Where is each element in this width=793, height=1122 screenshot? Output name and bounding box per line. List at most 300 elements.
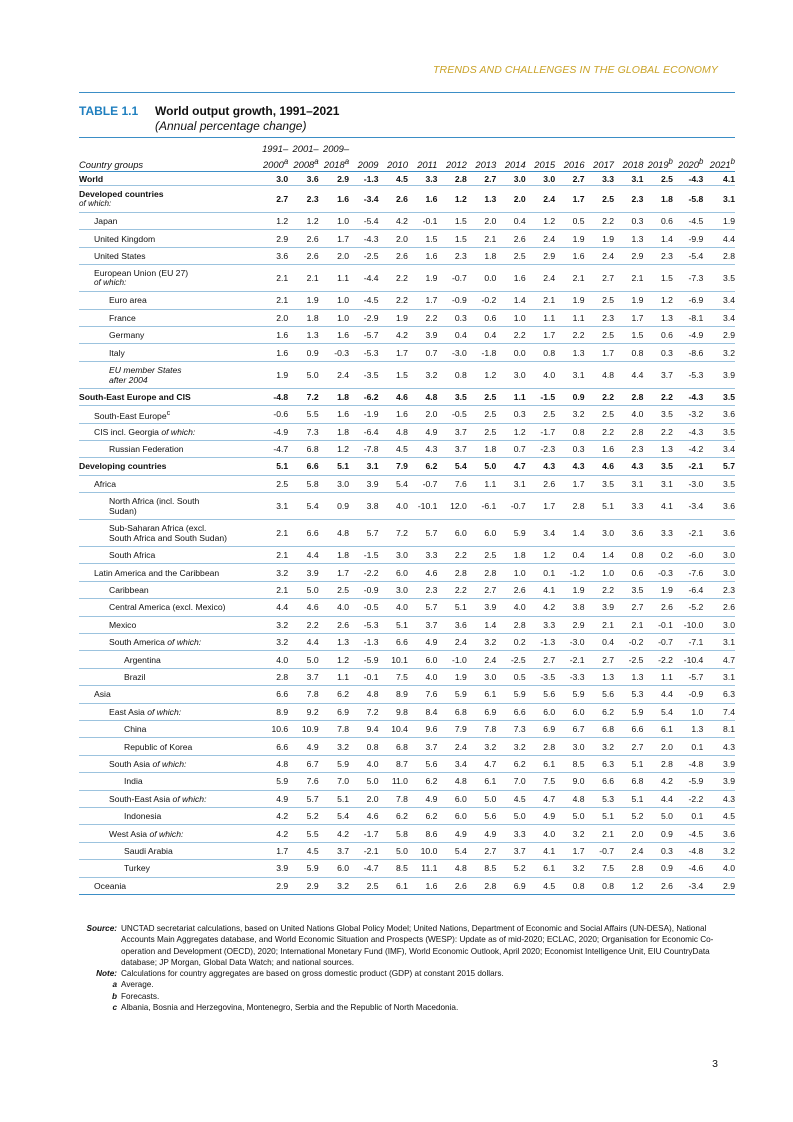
value-cell: -3.0 xyxy=(555,634,584,651)
value-cell: -3.5 xyxy=(526,668,555,685)
table-row xyxy=(79,247,735,264)
value-cell: 0.5 xyxy=(496,668,525,685)
value-cell: 2.2 xyxy=(496,326,525,343)
row-label xyxy=(79,651,258,668)
row-name: Latin America and the Caribbean xyxy=(94,567,220,578)
row-name: France xyxy=(109,312,136,323)
row-label xyxy=(79,755,258,772)
value-cell: 4.5 xyxy=(526,877,555,894)
value-cell: 3.0 xyxy=(496,172,525,186)
value-cell: 1.8 xyxy=(319,388,349,405)
value-cell: 3.4 xyxy=(526,520,555,547)
value-cell: 5.2 xyxy=(614,807,643,824)
value-cell: -0.1 xyxy=(408,213,437,230)
table-row xyxy=(79,388,735,405)
value-cell: 3.1 xyxy=(555,361,584,388)
value-cell: 6.2 xyxy=(379,807,408,824)
value-cell: 3.5 xyxy=(703,475,735,492)
value-cell: 7.8 xyxy=(379,790,408,807)
value-cell: 1.9 xyxy=(288,292,318,309)
value-cell: -4.2 xyxy=(673,440,703,457)
value-cell: 5.2 xyxy=(288,807,318,824)
value-cell: 5.4 xyxy=(379,475,408,492)
table-row xyxy=(79,755,735,772)
value-cell: 8.6 xyxy=(408,825,437,842)
row-name: European Union (EU 27) xyxy=(94,268,189,279)
value-cell: 0.0 xyxy=(496,344,525,361)
row-name: Central America (excl. Mexico) xyxy=(109,602,226,613)
value-cell: 2.9 xyxy=(319,172,349,186)
value-cell: 7.0 xyxy=(496,773,525,790)
value-cell: 2.5 xyxy=(585,292,614,309)
value-cell: 3.9 xyxy=(408,326,437,343)
value-cell: -0.2 xyxy=(614,634,643,651)
note-label: Note: xyxy=(96,969,117,979)
value-cell: -2.5 xyxy=(614,651,643,668)
value-cell: 2.6 xyxy=(643,877,672,894)
value-cell: 9.8 xyxy=(379,703,408,720)
footnote-b xyxy=(79,991,739,1002)
row-label xyxy=(79,213,258,230)
header-row-periods xyxy=(79,142,735,154)
value-cell: 6.3 xyxy=(703,686,735,703)
value-cell: 1.6 xyxy=(319,186,349,213)
value-cell: 3.3 xyxy=(526,616,555,633)
value-cell: 4.7 xyxy=(703,651,735,668)
header-blank xyxy=(467,142,496,154)
value-cell: -0.7 xyxy=(408,475,437,492)
value-cell: -6.9 xyxy=(673,292,703,309)
value-cell: 2.4 xyxy=(526,186,555,213)
value-cell: 6.6 xyxy=(258,686,288,703)
value-cell: 2.2 xyxy=(643,423,672,440)
column-year: 2009 xyxy=(357,159,379,170)
value-cell: 4.0 xyxy=(496,599,525,616)
value-cell: 1.5 xyxy=(437,213,466,230)
table-row xyxy=(79,406,735,423)
value-cell: 2.2 xyxy=(379,292,408,309)
value-cell: 4.0 xyxy=(379,599,408,616)
row-qualifier: of which: xyxy=(147,828,184,839)
source-label: Source: xyxy=(86,924,117,933)
value-cell: -3.0 xyxy=(673,475,703,492)
value-cell: 2.6 xyxy=(379,186,408,213)
value-cell: -3.4 xyxy=(349,186,378,213)
value-cell: 4.9 xyxy=(258,790,288,807)
value-cell: 4.7 xyxy=(496,458,525,475)
value-cell: 5.0 xyxy=(349,773,378,790)
value-cell: -2.2 xyxy=(643,651,672,668)
value-cell: 2.8 xyxy=(467,877,496,894)
table-row xyxy=(79,186,735,213)
value-cell: 3.2 xyxy=(258,616,288,633)
column-header xyxy=(319,154,349,172)
column-year: 2019 xyxy=(647,159,669,170)
value-cell: 2.1 xyxy=(585,825,614,842)
value-cell: 0.8 xyxy=(349,738,378,755)
header-blank xyxy=(673,142,703,154)
row-label xyxy=(79,292,258,309)
value-cell: 3.6 xyxy=(288,172,318,186)
value-cell: 1.2 xyxy=(437,186,466,213)
value-cell: -1.7 xyxy=(526,423,555,440)
value-cell: 7.3 xyxy=(496,720,525,737)
column-header xyxy=(349,154,378,172)
value-cell: 6.1 xyxy=(379,877,408,894)
value-cell: 3.0 xyxy=(496,361,525,388)
value-cell: -5.4 xyxy=(673,247,703,264)
value-cell: 0.4 xyxy=(437,326,466,343)
value-cell: -4.3 xyxy=(673,172,703,186)
value-cell: 4.5 xyxy=(288,842,318,859)
value-cell: 5.6 xyxy=(526,686,555,703)
value-cell: 2.6 xyxy=(526,475,555,492)
value-cell: 6.0 xyxy=(319,860,349,877)
value-cell: -4.5 xyxy=(349,292,378,309)
table-row xyxy=(79,344,735,361)
column-footnote-mark: a xyxy=(314,156,319,166)
value-cell: -5.2 xyxy=(673,599,703,616)
value-cell: 6.1 xyxy=(526,755,555,772)
table-title: World output growth, 1991–2021 xyxy=(155,104,340,118)
value-cell: 4.8 xyxy=(258,755,288,772)
value-cell: 3.1 xyxy=(614,475,643,492)
value-cell: 2.5 xyxy=(467,388,496,405)
value-cell: 4.9 xyxy=(467,825,496,842)
column-header xyxy=(258,154,288,172)
value-cell: 2.5 xyxy=(349,877,378,894)
value-cell: 2.2 xyxy=(379,265,408,292)
value-cell: 1.5 xyxy=(437,230,466,247)
value-cell: 3.4 xyxy=(437,755,466,772)
row-name: South Asia xyxy=(109,758,151,769)
value-cell: 4.4 xyxy=(258,599,288,616)
row-footnote-mark: c xyxy=(166,408,171,417)
header-blank xyxy=(379,142,408,154)
column-year: 2000 xyxy=(262,159,284,170)
row-name: East Asia xyxy=(109,706,145,717)
row-label xyxy=(79,309,258,326)
value-cell: -2.2 xyxy=(349,564,378,581)
value-cell: 2.8 xyxy=(614,860,643,877)
value-cell: 0.6 xyxy=(643,213,672,230)
value-cell: 2.7 xyxy=(555,172,584,186)
column-footnote-mark: a xyxy=(283,156,289,166)
value-cell: -0.3 xyxy=(319,344,349,361)
value-cell: -3.4 xyxy=(673,493,703,520)
row-name: South-East Europe and CIS xyxy=(79,391,191,402)
value-cell: 0.9 xyxy=(555,388,584,405)
value-cell: 1.9 xyxy=(555,292,584,309)
value-cell: 3.0 xyxy=(467,668,496,685)
value-cell: -4.3 xyxy=(673,388,703,405)
value-cell: 2.3 xyxy=(614,186,643,213)
value-cell: -4.8 xyxy=(673,842,703,859)
row-label xyxy=(79,230,258,247)
value-cell: 6.2 xyxy=(319,686,349,703)
value-cell: 2.5 xyxy=(258,475,288,492)
table-row xyxy=(79,773,735,790)
value-cell: 4.2 xyxy=(258,807,288,824)
row-qualifier: of which: xyxy=(79,199,112,208)
value-cell: 1.1 xyxy=(643,668,672,685)
method-note xyxy=(79,968,739,979)
value-cell: 3.9 xyxy=(467,599,496,616)
value-cell: 1.6 xyxy=(408,247,437,264)
value-cell: 2.4 xyxy=(467,651,496,668)
row-label xyxy=(79,423,258,440)
column-year: 2011 xyxy=(417,159,438,170)
table-row xyxy=(79,230,735,247)
value-cell: 3.7 xyxy=(408,738,437,755)
value-cell: 3.1 xyxy=(643,475,672,492)
column-header xyxy=(703,154,735,172)
row-name: Mexico xyxy=(109,619,137,630)
value-cell: 4.2 xyxy=(526,599,555,616)
table-row xyxy=(79,547,735,564)
value-cell: -4.8 xyxy=(258,388,288,405)
value-cell: 3.0 xyxy=(703,547,735,564)
header-blank xyxy=(349,142,378,154)
value-cell: 5.4 xyxy=(319,807,349,824)
value-cell: 2.7 xyxy=(467,172,496,186)
value-cell: 2.2 xyxy=(585,581,614,598)
row-qualifier: of which: xyxy=(150,758,187,769)
value-cell: 2.5 xyxy=(643,172,672,186)
header-rule xyxy=(79,92,735,93)
header-blank xyxy=(526,142,555,154)
value-cell: 3.6 xyxy=(703,493,735,520)
value-cell: -0.1 xyxy=(643,616,672,633)
value-cell: 6.6 xyxy=(288,520,318,547)
value-cell: 1.7 xyxy=(526,493,555,520)
value-cell: 3.0 xyxy=(319,475,349,492)
value-cell: 5.3 xyxy=(614,686,643,703)
value-cell: 5.2 xyxy=(496,860,525,877)
value-cell: 0.9 xyxy=(643,825,672,842)
table-row xyxy=(79,458,735,475)
row-name-continued: after 2004 xyxy=(109,374,148,385)
value-cell: -0.1 xyxy=(349,668,378,685)
value-cell: 4.2 xyxy=(258,825,288,842)
value-cell: 1.6 xyxy=(319,406,349,423)
value-cell: -1.8 xyxy=(467,344,496,361)
value-cell: 6.3 xyxy=(585,755,614,772)
value-cell: -1.0 xyxy=(437,651,466,668)
value-cell: 2.8 xyxy=(555,493,584,520)
value-cell: 1.8 xyxy=(467,247,496,264)
value-cell: 4.4 xyxy=(703,230,735,247)
value-cell: 3.2 xyxy=(319,738,349,755)
value-cell: -0.7 xyxy=(496,493,525,520)
value-cell: 4.0 xyxy=(526,361,555,388)
value-cell: 1.5 xyxy=(379,361,408,388)
value-cell: 0.8 xyxy=(614,344,643,361)
value-cell: 7.5 xyxy=(585,860,614,877)
value-cell: 4.8 xyxy=(319,520,349,547)
value-cell: 3.1 xyxy=(258,493,288,520)
value-cell: 3.2 xyxy=(319,877,349,894)
value-cell: 5.9 xyxy=(555,686,584,703)
value-cell: 4.3 xyxy=(526,458,555,475)
value-cell: 0.1 xyxy=(526,564,555,581)
value-cell: 3.3 xyxy=(585,172,614,186)
row-label xyxy=(79,634,258,651)
value-cell: 4.2 xyxy=(379,326,408,343)
row-label xyxy=(79,547,258,564)
value-cell: -2.1 xyxy=(673,520,703,547)
column-year: 2021 xyxy=(709,159,731,170)
value-cell: 3.6 xyxy=(437,616,466,633)
value-cell: 2.2 xyxy=(585,213,614,230)
value-cell: 0.3 xyxy=(437,309,466,326)
value-cell: 3.8 xyxy=(555,599,584,616)
value-cell: 2.8 xyxy=(258,668,288,685)
value-cell: 5.4 xyxy=(288,493,318,520)
value-cell: -10.1 xyxy=(408,493,437,520)
value-cell: 0.8 xyxy=(614,547,643,564)
value-cell: 4.9 xyxy=(288,738,318,755)
value-cell: 1.0 xyxy=(319,309,349,326)
value-cell: 1.8 xyxy=(496,547,525,564)
footnote-key: b xyxy=(111,991,117,1001)
value-cell: 1.8 xyxy=(288,309,318,326)
value-cell: 11.1 xyxy=(408,860,437,877)
value-cell: 6.6 xyxy=(496,703,525,720)
value-cell: 0.9 xyxy=(288,344,318,361)
value-cell: 0.3 xyxy=(643,842,672,859)
row-name: Germany xyxy=(109,330,145,341)
value-cell: 0.4 xyxy=(467,326,496,343)
header-blank xyxy=(614,142,643,154)
value-cell: 0.4 xyxy=(496,213,525,230)
value-cell: 5.8 xyxy=(288,475,318,492)
value-cell: 1.6 xyxy=(408,186,437,213)
value-cell: 4.0 xyxy=(379,493,408,520)
value-cell: 4.8 xyxy=(349,686,378,703)
value-cell: -5.3 xyxy=(349,616,378,633)
row-name: South-East Asia xyxy=(109,793,171,804)
header-blank xyxy=(496,142,525,154)
value-cell: 6.2 xyxy=(585,703,614,720)
value-cell: 2.5 xyxy=(585,186,614,213)
row-name: Developing countries xyxy=(79,461,167,472)
value-cell: 1.0 xyxy=(585,564,614,581)
value-cell: 4.2 xyxy=(319,825,349,842)
value-cell: -1.3 xyxy=(526,634,555,651)
value-cell: 1.1 xyxy=(526,309,555,326)
value-cell: 3.5 xyxy=(437,388,466,405)
value-cell: 4.6 xyxy=(379,388,408,405)
table-subtitle: (Annual percentage change) xyxy=(155,119,307,133)
row-name: Developed countries xyxy=(79,189,164,199)
value-cell: 10.1 xyxy=(379,651,408,668)
value-cell: 2.2 xyxy=(437,547,466,564)
value-cell: -4.5 xyxy=(673,213,703,230)
value-cell: 3.7 xyxy=(496,842,525,859)
value-cell: 5.0 xyxy=(288,651,318,668)
value-cell: 4.6 xyxy=(349,807,378,824)
column-footnote-mark: a xyxy=(344,156,350,166)
value-cell: 5.1 xyxy=(614,790,643,807)
value-cell: 1.8 xyxy=(467,440,496,457)
value-cell: -4.6 xyxy=(673,860,703,877)
table-row xyxy=(79,616,735,633)
value-cell: 2.5 xyxy=(467,547,496,564)
value-cell: -0.7 xyxy=(585,842,614,859)
value-cell: 3.7 xyxy=(288,668,318,685)
value-cell: 0.8 xyxy=(437,361,466,388)
value-cell: 7.6 xyxy=(408,686,437,703)
column-header xyxy=(614,154,643,172)
value-cell: -3.3 xyxy=(555,668,584,685)
value-cell: 1.2 xyxy=(319,651,349,668)
value-cell: 7.2 xyxy=(288,388,318,405)
value-cell: -3.5 xyxy=(349,361,378,388)
value-cell: 6.2 xyxy=(408,458,437,475)
value-cell: 3.2 xyxy=(555,406,584,423)
footnote-text: Forecasts. xyxy=(121,991,160,1001)
value-cell: -4.9 xyxy=(258,423,288,440)
value-cell: 6.1 xyxy=(526,860,555,877)
row-name: Turkey xyxy=(124,863,150,874)
value-cell: 0.3 xyxy=(555,440,584,457)
value-cell: 1.9 xyxy=(614,292,643,309)
column-footnote-mark: b xyxy=(668,156,673,166)
row-name: Indonesia xyxy=(124,811,162,822)
row-name: World xyxy=(79,173,104,184)
value-cell: 2.2 xyxy=(585,423,614,440)
value-cell: 3.4 xyxy=(703,309,735,326)
value-cell: 5.7 xyxy=(408,599,437,616)
value-cell: 1.4 xyxy=(496,292,525,309)
row-qualifier: of which: xyxy=(158,426,196,437)
value-cell: 1.9 xyxy=(258,361,288,388)
value-cell: 3.9 xyxy=(703,361,735,388)
value-cell: -0.3 xyxy=(643,564,672,581)
value-cell: 10.4 xyxy=(379,720,408,737)
table-row xyxy=(79,738,735,755)
row-label xyxy=(79,738,258,755)
value-cell: 1.8 xyxy=(319,547,349,564)
value-cell: 4.5 xyxy=(496,790,525,807)
value-cell: -0.7 xyxy=(643,634,672,651)
value-cell: 5.7 xyxy=(349,520,378,547)
value-cell: 6.6 xyxy=(258,738,288,755)
value-cell: 2.9 xyxy=(526,247,555,264)
value-cell: 5.0 xyxy=(555,807,584,824)
value-cell: 3.0 xyxy=(258,172,288,186)
value-cell: 1.1 xyxy=(319,265,349,292)
footnote-key: a xyxy=(112,980,117,990)
row-label xyxy=(79,493,258,520)
value-cell: 3.1 xyxy=(703,668,735,685)
footnote-text: Albania, Bosnia and Herzegovina, Montenegro, Serbia and the Republic of North Macedonia. xyxy=(121,1003,459,1013)
value-cell: 2.8 xyxy=(437,564,466,581)
value-cell: 1.4 xyxy=(555,520,584,547)
value-cell: 2.0 xyxy=(258,309,288,326)
table-row xyxy=(79,423,735,440)
value-cell: 2.0 xyxy=(614,825,643,842)
row-label xyxy=(79,877,258,894)
value-cell: 2.0 xyxy=(467,213,496,230)
value-cell: -1.5 xyxy=(349,547,378,564)
value-cell: 6.6 xyxy=(379,634,408,651)
value-cell: 3.1 xyxy=(614,172,643,186)
value-cell: 8.5 xyxy=(555,755,584,772)
value-cell: 10.9 xyxy=(288,720,318,737)
row-qualifier: of which: xyxy=(170,793,207,804)
